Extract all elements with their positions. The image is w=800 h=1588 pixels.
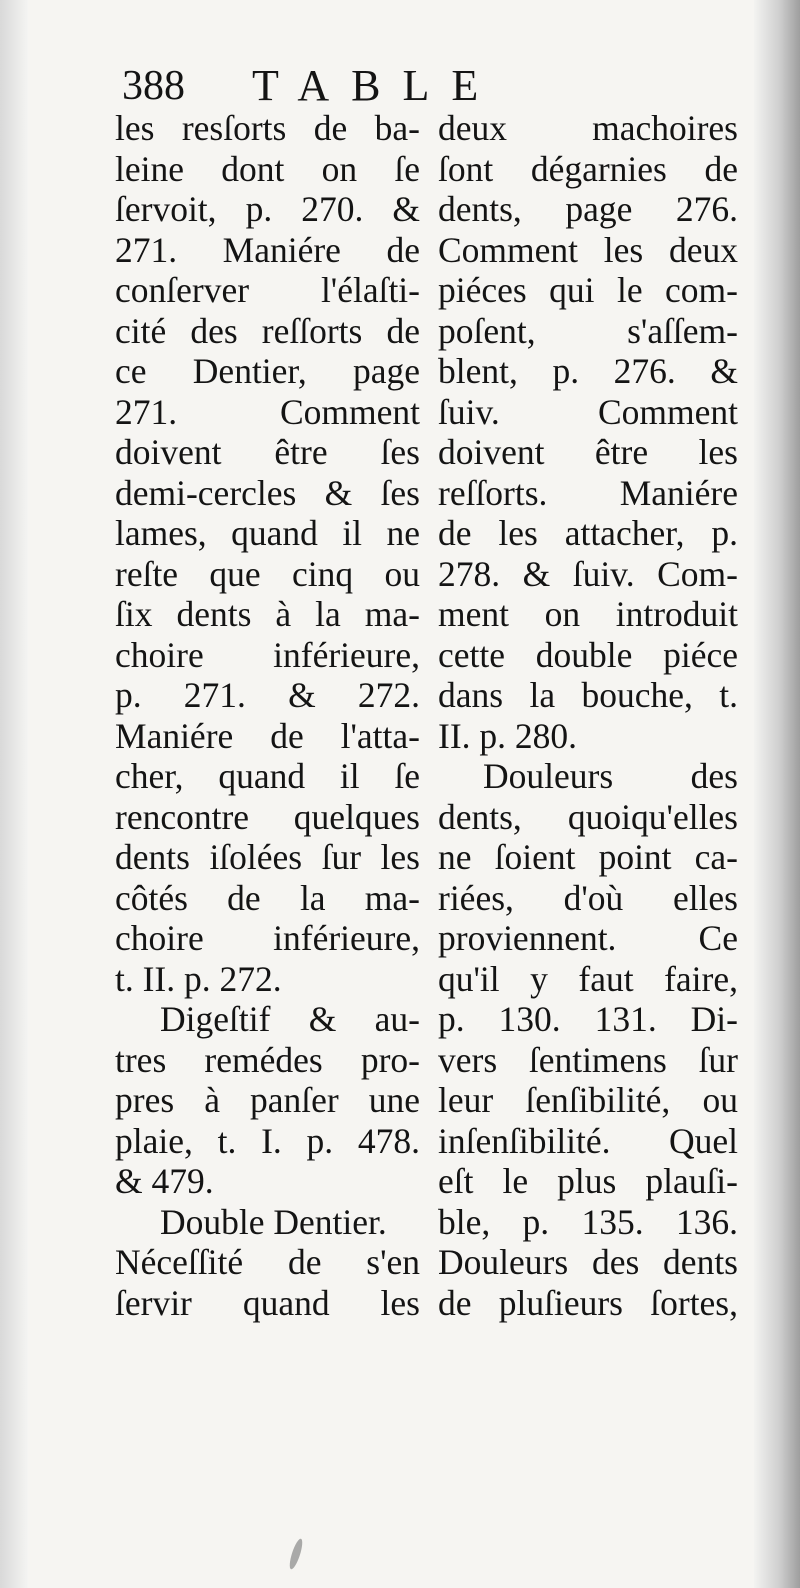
text-line: poſent, s'aſſem- — [438, 310, 738, 351]
index-entry-heading: Douleurs des — [483, 756, 738, 796]
text-line: cette double piéce — [438, 634, 738, 675]
text-line: doivent être ſes — [115, 432, 420, 472]
page-number: 388 — [122, 63, 185, 109]
text-line: ce Dentier, page — [115, 351, 420, 391]
text-line: riées, d'où elles — [438, 877, 738, 918]
text-line: plaie, t. I. p. 478. — [115, 1120, 420, 1161]
text-line: ble, p. 135. 136. — [438, 1201, 738, 1242]
running-title: TABLE — [252, 61, 501, 110]
text-line: ſuiv. Comment — [438, 391, 738, 432]
text-line: p. 130. 131. Di- — [438, 999, 738, 1039]
text-line: dans la bouche, t. — [438, 675, 738, 715]
text-line: leine dont on ſe — [115, 148, 420, 189]
text-line: côtés de la ma- — [115, 877, 420, 918]
text-line: 278. & ſuiv. Com- — [438, 553, 738, 594]
text-line: les resſorts de ba- — [115, 108, 420, 148]
page-right-edge — [754, 0, 800, 1588]
text-line: ment on introduit — [438, 594, 738, 634]
text-line: cité des reſſorts de — [115, 310, 420, 351]
text-line: piéces qui le com- — [438, 270, 738, 310]
left-column — [115, 108, 420, 1323]
text-line: & 479. — [115, 1161, 214, 1201]
text-line: ſervoit, p. 270. & — [115, 189, 420, 229]
text-line: t. II. p. 272. — [115, 958, 282, 999]
ink-mark — [287, 1538, 304, 1571]
text-line: Douleurs des dents — [438, 1242, 738, 1282]
text-line: pres à panſer une — [115, 1080, 420, 1120]
text-line: leur ſenſibilité, ou — [438, 1080, 738, 1120]
text-line: reſte que cinq ou — [115, 553, 420, 594]
index-entry-heading: Digeſtif & au- — [160, 999, 420, 1039]
text-line: de les attacher, p. — [438, 513, 738, 553]
text-line: dents, page 276. — [438, 189, 738, 229]
text-line: deux machoires — [438, 108, 738, 148]
text-line: de pluſieurs ſortes, — [438, 1282, 738, 1323]
text-line: eſt le plus plauſi- — [438, 1161, 738, 1201]
text-line: cher, quand il ſe — [115, 756, 420, 796]
text-line: 271. Comment — [115, 391, 420, 432]
text-line: rencontre quelques — [115, 796, 420, 837]
text-line: Maniére de l'atta- — [115, 715, 420, 756]
text-line: qu'il y faut faire, — [438, 958, 738, 999]
text-line: ſervir quand les — [115, 1282, 420, 1323]
text-line: proviennent. Ce — [438, 918, 738, 958]
text-line: Néceſſité de s'en — [115, 1242, 420, 1282]
text-line: ſix dents à la ma- — [115, 594, 420, 634]
text-line: conſerver l'élaſti- — [115, 270, 420, 310]
text-line: inſenſibilité. Quel — [438, 1120, 738, 1161]
page-left-edge — [0, 0, 28, 1588]
text-line: Comment les deux — [438, 229, 738, 270]
text-line: dents iſolées ſur les — [115, 837, 420, 877]
text-line: doivent être les — [438, 432, 738, 472]
page-header — [122, 56, 642, 116]
text-line: tres remédes pro- — [115, 1039, 420, 1080]
right-column — [438, 108, 738, 1323]
text-line: II. p. 280. — [438, 715, 578, 756]
text-line: vers ſentimens ſur — [438, 1039, 738, 1080]
text-line: blent, p. 276. & — [438, 351, 738, 391]
index-entry-heading: Double Dentier. — [160, 1201, 387, 1242]
text-line: choire inférieure, — [115, 634, 420, 675]
text-line: reſſorts. Maniére — [438, 472, 738, 513]
text-line: choire inférieure, — [115, 918, 420, 958]
text-line: 271. Maniére de — [115, 229, 420, 270]
text-line: dents, quoiqu'elles — [438, 796, 738, 837]
text-line: ne ſoient point ca- — [438, 837, 738, 877]
text-line: lames, quand il ne — [115, 513, 420, 553]
text-line: p. 271. & 272. — [115, 675, 420, 715]
text-line: demi-cercles & ſes — [115, 472, 420, 513]
text-line: ſont dégarnies de — [438, 148, 738, 189]
